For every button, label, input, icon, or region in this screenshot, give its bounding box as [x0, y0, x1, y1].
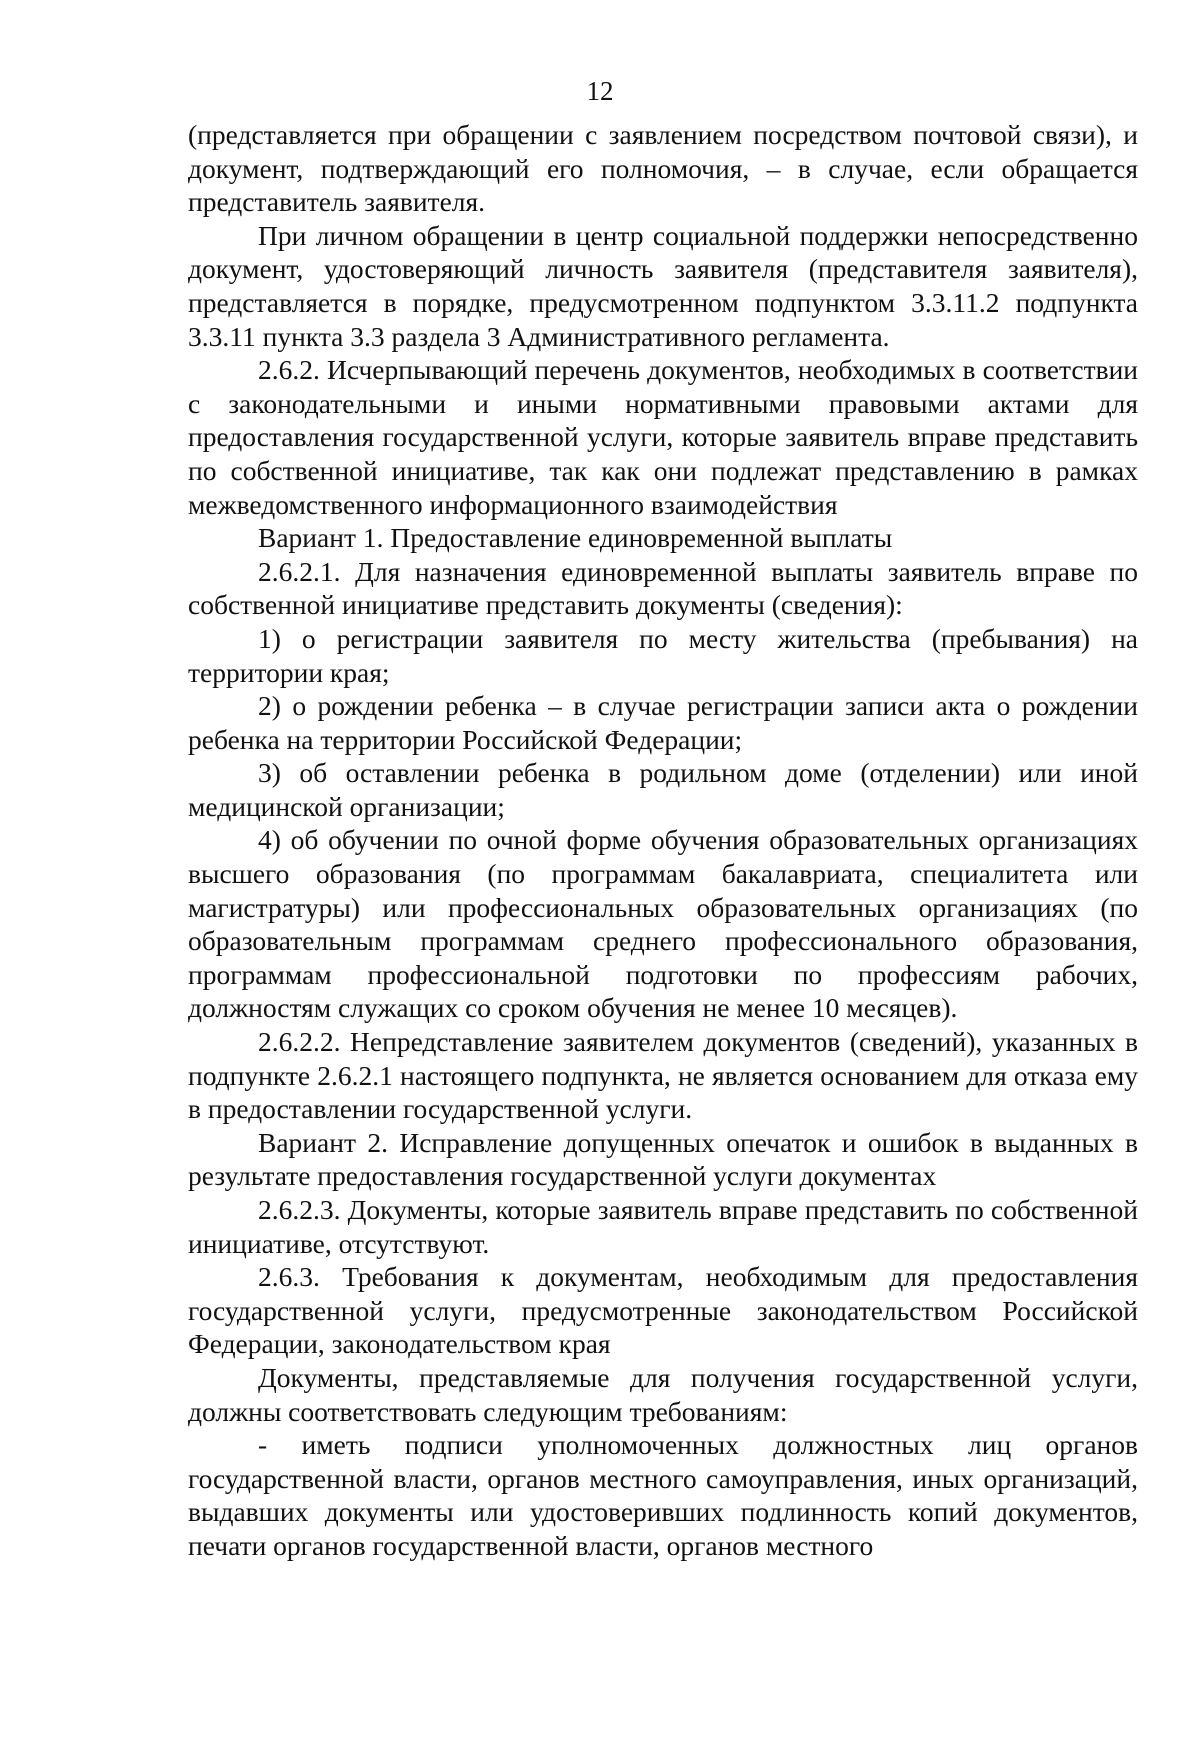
- page-number: 12: [586, 76, 614, 106]
- paragraph-representative-docs: (представляется при обращении с заявлением посредством почтовой связи), и документ, подтверждающий его полномочия, – в случае, если обращается представитель заявителя.: [188, 119, 1138, 218]
- heading-variant-2: Вариант 2. Исправление допущенных опечаток и ошибок в выданных в результате предоставления государственной услуги документах: [188, 1126, 1138, 1192]
- paragraph-2-6-3: 2.6.3. Требования к документам, необходимым для предоставления государственной услуги, предусмотренные законодательством Российской Федерации, законодательством края: [188, 1261, 1138, 1360]
- list-item-3: 3) об оставлении ребенка в родильном доме (отделении) или иной медицинской организации;: [188, 757, 1138, 822]
- list-item-1: 1) о регистрации заявителя по месту жительства (пребывания) на территории края;: [188, 622, 1138, 688]
- bullet-signatures: - иметь подписи уполномоченных должностных лиц органов государственной власти, органов местного самоуправления, иных организаций, выдавших документы или удостоверивших подлинность копий документов, печати органов государственной власти, органов местного: [188, 1429, 1138, 1561]
- list-item-4: 4) об обучении по очной форме обучения образовательных организациях высшего образования (по программам бакалавриата, специалитета или магистратуры) или профессиональных образовательных организациях (по образовательным программам среднего профессионального образования, программам профессиональной подготовки по профессиям рабочих, должностям служащих со сроком обучения не менее 10 месяцев).: [188, 824, 1138, 1024]
- paragraph-document-requirements: Документы, представляемые для получения государственной услуги, должны соответствовать следующим требованиям:: [188, 1361, 1138, 1427]
- document-body: [188, 118, 1138, 1563]
- paragraph-personal-visit: При личном обращении в центр социальной поддержки непосредственно документ, удостоверяющий личность заявителя (представителя заявителя), представляется в порядке, предусмотренном подпунктом 3.3.11.2 подпункта 3.3.11 пункта 3.3 раздела 3 Административного регламента.: [188, 219, 1138, 352]
- heading-variant-1: Вариант 1. Предоставление единовременной выплаты: [258, 522, 893, 554]
- paragraph-2-6-2-2: 2.6.2.2. Непредставление заявителем документов (сведений), указанных в подпункте 2.6.2.1 настоящего подпункта, не является основанием для отказа ему в предоставлении государственной услуги.: [188, 1026, 1138, 1125]
- list-item-2: 2) о рождении ребенка – в случае регистрации записи акта о рождении ребенка на территории Российской Федерации;: [188, 690, 1138, 755]
- paragraph-2-6-2-1: 2.6.2.1. Для назначения единовременной выплаты заявитель вправе по собственной инициативе представить документы (сведения):: [188, 555, 1138, 621]
- paragraph-2-6-2-3: 2.6.2.3. Документы, которые заявитель вправе представить по собственной инициативе, отсутствуют.: [188, 1194, 1138, 1259]
- paragraph-2-6-2: 2.6.2. Исчерпывающий перечень документов, необходимых в соответствии с законодательными и иными нормативными правовыми актами для предоставления государственной услуги, которые заявитель вправе представить по собственной инициативе, так как они подлежат представлению в рамках межведомственного информационного взаимодействия: [188, 354, 1138, 520]
